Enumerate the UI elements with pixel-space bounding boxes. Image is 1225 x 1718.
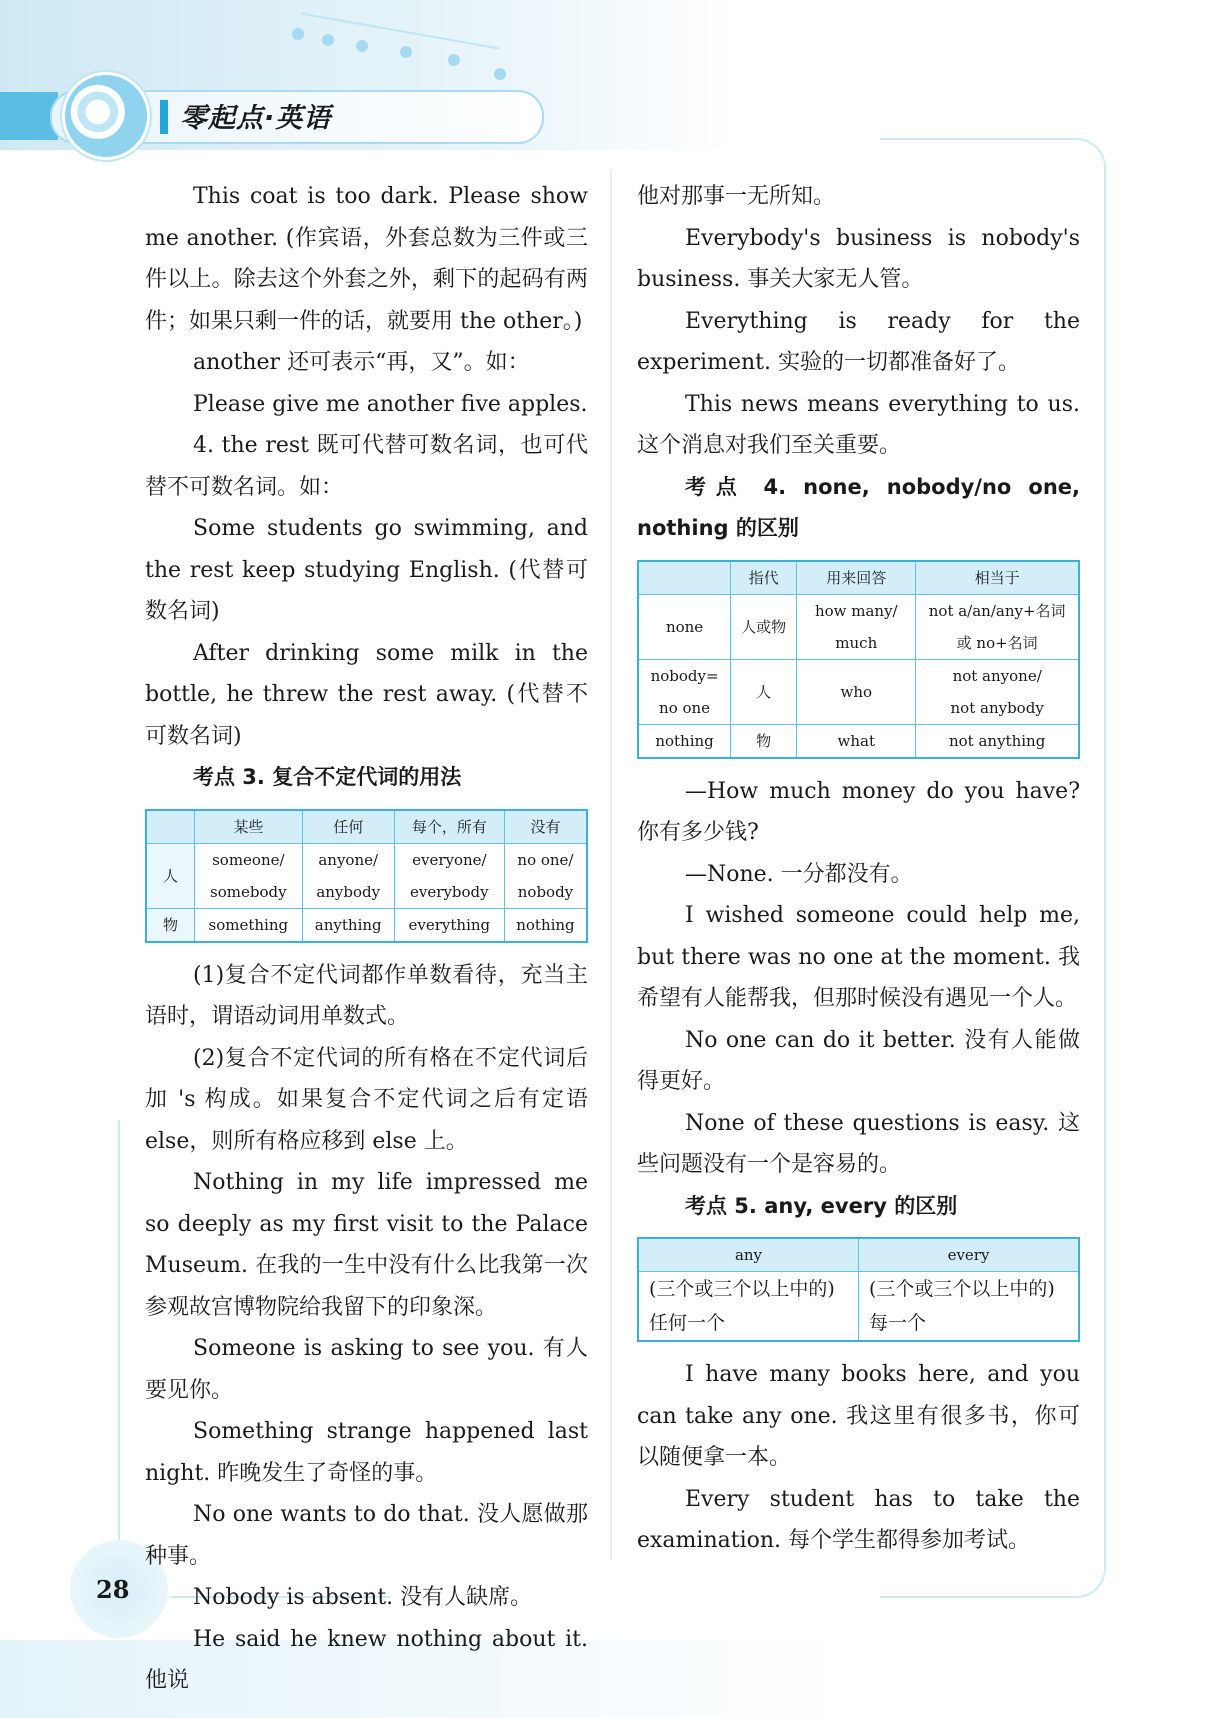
paragraph: This news means everything to us. 这个消息对我们至关重要。 xyxy=(637,391,1080,458)
table-cell: who xyxy=(797,659,916,724)
table-cell: much xyxy=(797,627,916,660)
paragraph: No one can do it better. 没有人能做得更好。 xyxy=(637,1027,1080,1094)
paragraph: This coat is too dark. Please show me another. (作宾语，外套总数为三件或三件以上。除去这个外套之外，剩下的起码有两件；如果只剩一件的话，就要用 the other。) xyxy=(145,184,588,334)
paragraph: Please give me another five apples. xyxy=(193,391,588,417)
table-header-row xyxy=(638,1238,1079,1272)
paragraph: —None. 一分都没有。 xyxy=(685,861,913,887)
paragraph: —How much money do you have? 你有多少钱? xyxy=(637,778,1080,845)
table-cell: none xyxy=(638,594,731,659)
paragraph: After drinking some milk in the bottle, he threw the rest away. (代替不可数名词) xyxy=(145,640,588,749)
decor-dot xyxy=(292,28,304,40)
paragraph: Something strange happened last night. 昨晚发生了奇怪的事。 xyxy=(145,1419,588,1486)
table-cell: something xyxy=(195,908,303,942)
paragraph: He said he knew nothing about it. 他说 xyxy=(145,1626,588,1693)
table-cell: not anyone/ xyxy=(916,659,1079,692)
table-cell: everybody xyxy=(394,876,504,909)
table-cell xyxy=(638,561,731,595)
table-header-row xyxy=(146,810,587,844)
table-cell: 指代 xyxy=(731,561,797,595)
decor-dot xyxy=(356,40,368,52)
table-cell: any xyxy=(638,1238,859,1272)
table-cell: how many/ xyxy=(797,594,916,627)
table-cell: (三个或三个以上中的)任何一个 xyxy=(638,1272,859,1342)
table-row xyxy=(146,908,587,942)
table-cell: somebody xyxy=(195,876,303,909)
decor-dot xyxy=(400,46,412,58)
table-row xyxy=(638,1272,1079,1342)
paragraph: 他对那事一无所知。 xyxy=(637,184,836,209)
table-cell: nothing xyxy=(504,908,587,942)
table-row xyxy=(638,659,1079,692)
table-row xyxy=(146,843,587,876)
table-cell: nobody= xyxy=(638,659,731,692)
table-cell: 人或物 xyxy=(731,594,797,659)
section-heading: 考点 5. any, every 的区别 xyxy=(685,1193,958,1218)
table-cell: anybody xyxy=(302,876,394,909)
left-column xyxy=(145,176,588,1702)
none-nobody-nothing-table xyxy=(637,560,1080,759)
table-cell: 每个，所有 xyxy=(394,810,504,844)
decor-dot xyxy=(448,54,460,66)
paragraph: (2)复合不定代词的所有格在不定代词后加 's 构成。如果复合不定代词之后有定语 else，则所有格应移到 else 上。 xyxy=(145,1045,588,1154)
header-logo-circle xyxy=(62,72,150,160)
table-cell: not a/an/any+名词 xyxy=(916,594,1079,627)
paragraph: Someone is asking to see you. 有人要见你。 xyxy=(145,1336,588,1403)
paragraph: None of these questions is easy. 这些问题没有一个是容易的。 xyxy=(637,1110,1080,1177)
table-row xyxy=(146,876,587,909)
table-cell: 人 xyxy=(731,659,797,724)
table-cell: not anybody xyxy=(916,692,1079,725)
paragraph: (1)复合不定代词都作单数看待，充当主语时，谓语动词用单数式。 xyxy=(145,962,588,1029)
table-cell: 相当于 xyxy=(916,561,1079,595)
compound-pronoun-table xyxy=(145,809,588,943)
page-number: 28 xyxy=(96,1575,130,1604)
table-cell: 物 xyxy=(146,908,195,942)
paragraph: Every student has to take the examination. 每个学生都得参加考试。 xyxy=(637,1486,1080,1553)
decor-line xyxy=(118,1120,120,1560)
header-title: 零起点·英语 xyxy=(180,103,332,134)
paragraph: 4. the rest 既可代替可数名词，也可代替不可数名词。如： xyxy=(145,433,588,500)
section-heading: 考点 3. 复合不定代词的用法 xyxy=(193,765,462,789)
table-cell: 用来回答 xyxy=(797,561,916,595)
table-row xyxy=(638,724,1079,758)
decor-dot xyxy=(322,34,334,46)
table-cell: 物 xyxy=(731,724,797,758)
table-cell: nobody xyxy=(504,876,587,909)
paragraph: No one wants to do that. 没人愿做那种事。 xyxy=(145,1502,588,1569)
table-cell: 某些 xyxy=(195,810,303,844)
table-cell: 或 no+名词 xyxy=(916,627,1079,660)
paragraph: Nobody is absent. 没有人缺席。 xyxy=(193,1585,533,1610)
table-cell: anything xyxy=(302,908,394,942)
table-cell: what xyxy=(797,724,916,758)
table-cell: everyone/ xyxy=(394,843,504,876)
table-cell: nothing xyxy=(638,724,731,758)
paragraph: I wished someone could help me, but there was no one at the moment. 我希望有人能帮我，但那时候没有遇见一个人。 xyxy=(637,903,1080,1011)
header-accent-bar xyxy=(160,100,168,134)
paragraph: Everything is ready for the experiment. 实验的一切都准备好了。 xyxy=(637,308,1080,375)
table-cell: 任何 xyxy=(302,810,394,844)
column-divider xyxy=(610,170,612,1560)
paragraph: Some students go swimming, and the rest keep studying English. (代替可数名词) xyxy=(145,516,588,624)
any-every-table xyxy=(637,1237,1080,1342)
table-header-row xyxy=(638,561,1079,595)
table-cell: someone/ xyxy=(195,843,303,876)
paragraph: I have many books here, and you can take any one. 我这里有很多书，你可以随便拿一本。 xyxy=(637,1362,1080,1470)
right-column xyxy=(637,176,1080,1562)
table-row xyxy=(638,594,1079,627)
table-cell: every xyxy=(859,1238,1080,1272)
table-cell: not anything xyxy=(916,724,1079,758)
table-cell: (三个或三个以上中的)每一个 xyxy=(859,1272,1080,1342)
table-cell: no one/ xyxy=(504,843,587,876)
table-cell: anyone/ xyxy=(302,843,394,876)
table-cell: everything xyxy=(394,908,504,942)
decor-dot xyxy=(494,68,506,80)
table-cell: no one xyxy=(638,692,731,725)
table-cell: 没有 xyxy=(504,810,587,844)
paragraph: Everybody's business is nobody's business. 事关大家无人管。 xyxy=(637,225,1080,292)
paragraph: Nothing in my life impressed me so deeply as my first visit to the Palace Museum. 在我的一生中没有什么比我第一次参观故宫博物院给我留下的印象深。 xyxy=(145,1170,588,1320)
table-cell xyxy=(146,810,195,844)
section-heading: 考点 4. none, nobody/no one, nothing 的区别 xyxy=(637,474,1080,540)
table-cell: 人 xyxy=(146,843,195,908)
paragraph: another 还可表示“再，又”。如： xyxy=(193,350,530,375)
